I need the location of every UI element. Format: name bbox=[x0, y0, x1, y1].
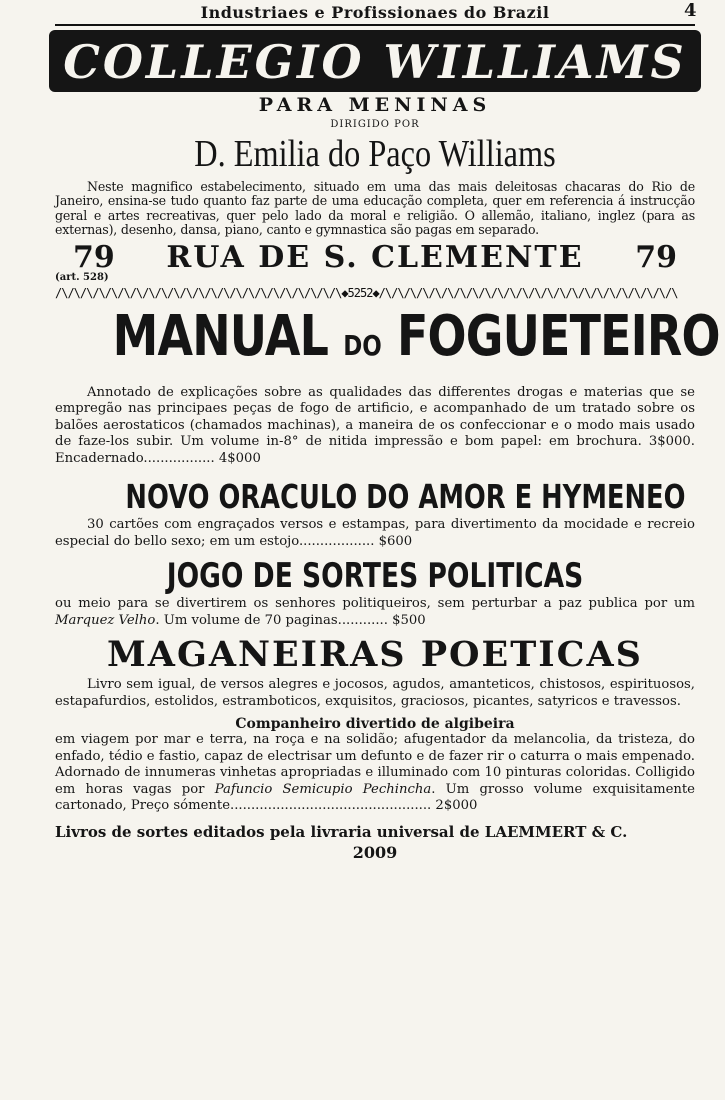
advertisement-page bbox=[55, 0, 720, 1100]
manual-title-a: MANUAL bbox=[112, 303, 329, 369]
manual-title-b: DO bbox=[343, 328, 382, 362]
oraculo-description: 30 cartões com engraçados versos e estampas, para divertimento da mocidade e recreio especial do bello sexo; em um estojo.................. $600 bbox=[55, 517, 695, 549]
header-rule bbox=[55, 24, 695, 26]
page-header bbox=[55, 0, 695, 22]
publisher-footer: Livros de sortes editados pela livraria universal de LAEMMERT & C. bbox=[55, 822, 628, 841]
maganeiras-description-2 bbox=[55, 732, 695, 815]
manual-title bbox=[112, 303, 720, 377]
article-number: (art. 528) bbox=[55, 271, 109, 283]
address-street: RUA DE S. CLEMENTE bbox=[166, 239, 584, 275]
oraculo-title: NOVO ORACULO DO AMOR E HYMENEO bbox=[125, 477, 686, 517]
page-mark: 4 bbox=[683, 0, 697, 21]
maganeiras-title: MAGANEIRAS POETICAS bbox=[107, 634, 643, 676]
college-name: COLLEGIO WILLIAMS bbox=[49, 30, 701, 92]
directed-by: DIRIGIDO POR bbox=[330, 119, 420, 130]
address-number-right: 79 bbox=[635, 239, 677, 275]
manual-title-c: FOGUETEIRO bbox=[396, 303, 720, 369]
jogo-text-before: ou meio para se divertirem os senhores politiqueiros, sem perturbar a paz publica por um bbox=[55, 596, 695, 612]
header-title: Industriaes e Profissionaes do Brazil bbox=[200, 3, 550, 22]
jogo-text-italic: Marquez Velho bbox=[55, 612, 156, 628]
maganeiras-text2-before: em viagem por mar e terra, na roça e na solidão; afugentador da melancolia, da tristeza, do enfado, tédio e fastio, capaz de electrisar um defunto e de fazer rir o caturra o mais empenado. Adornado de innumeras vinhetas apropriadas e illuminado com 10 pinturas coloridas. Colligido em horas vagas por bbox=[55, 732, 695, 797]
college-subtitle: PARA MENINAS bbox=[258, 94, 492, 116]
maganeiras-text2-italic: Pafuncio Semicupio Pechincha bbox=[214, 781, 432, 797]
page-number: 2009 bbox=[352, 842, 398, 862]
jogo-title: JOGO DE SORTES POLITICAS bbox=[166, 556, 584, 597]
jogo-text-after: . Um volume de 70 paginas............ $500 bbox=[155, 612, 426, 628]
manual-description: Annotado de explicações sobre as qualidades das differentes drogas e materias que se empregão nas principaes peças de fogo de artificio, e acompanhado de um tratado sobre os balões aerostaticos (chamados machinas), a maneira de os confeccionar e o modo mais usado de faze-los subir. Um volume in-8° de nitida impressão e bom papel: em brochura. 3$000. Encadernado................. 4$000 bbox=[55, 384, 695, 466]
jogo-description bbox=[55, 596, 695, 629]
maganeiras-description: Livro sem igual, de versos alegres e jocosos, agudos, amanteticos, chistosos, espirituosos, estapafurdios, estolidos, estramboticos, exquisitos, graciosos, picantes, satyricos e travessos. bbox=[55, 677, 695, 709]
maganeiras-text2-after: . Um grosso volume exquisitamente cartonado, Preço sómente................................................ 2$000 bbox=[55, 781, 695, 814]
address-number-left: 79 bbox=[73, 239, 115, 275]
ornamental-divider: /\/\/\/\/\/\/\/\/\/\/\/\/\/\/\/\/\/\/\/\/\/\/\◆5252◆/\/\/\/\/\/\/\/\/\/\/\/\/\/\/\/\/\/\/\/\/\/\/\/\ bbox=[55, 285, 678, 300]
college-description: Neste magnifico estabelecimento, situado em uma das mais deleitosas chacaras do Rio de Janeiro, ensina-se tudo quanto faz parte de uma educação completa, quer em referencia á instrucção geral e artes recreativas, quer pelo lado da moral e religião. O allemão, italiano, inglez (para as externas), desenho, dansa, piano, canto e gymnastica são pagas em separado. bbox=[55, 179, 695, 238]
maganeiras-subtitle: Companheiro divertido de algibeira bbox=[235, 716, 515, 733]
director-name: D. Emilia do Paço Williams bbox=[194, 133, 556, 175]
college-address bbox=[55, 239, 695, 275]
